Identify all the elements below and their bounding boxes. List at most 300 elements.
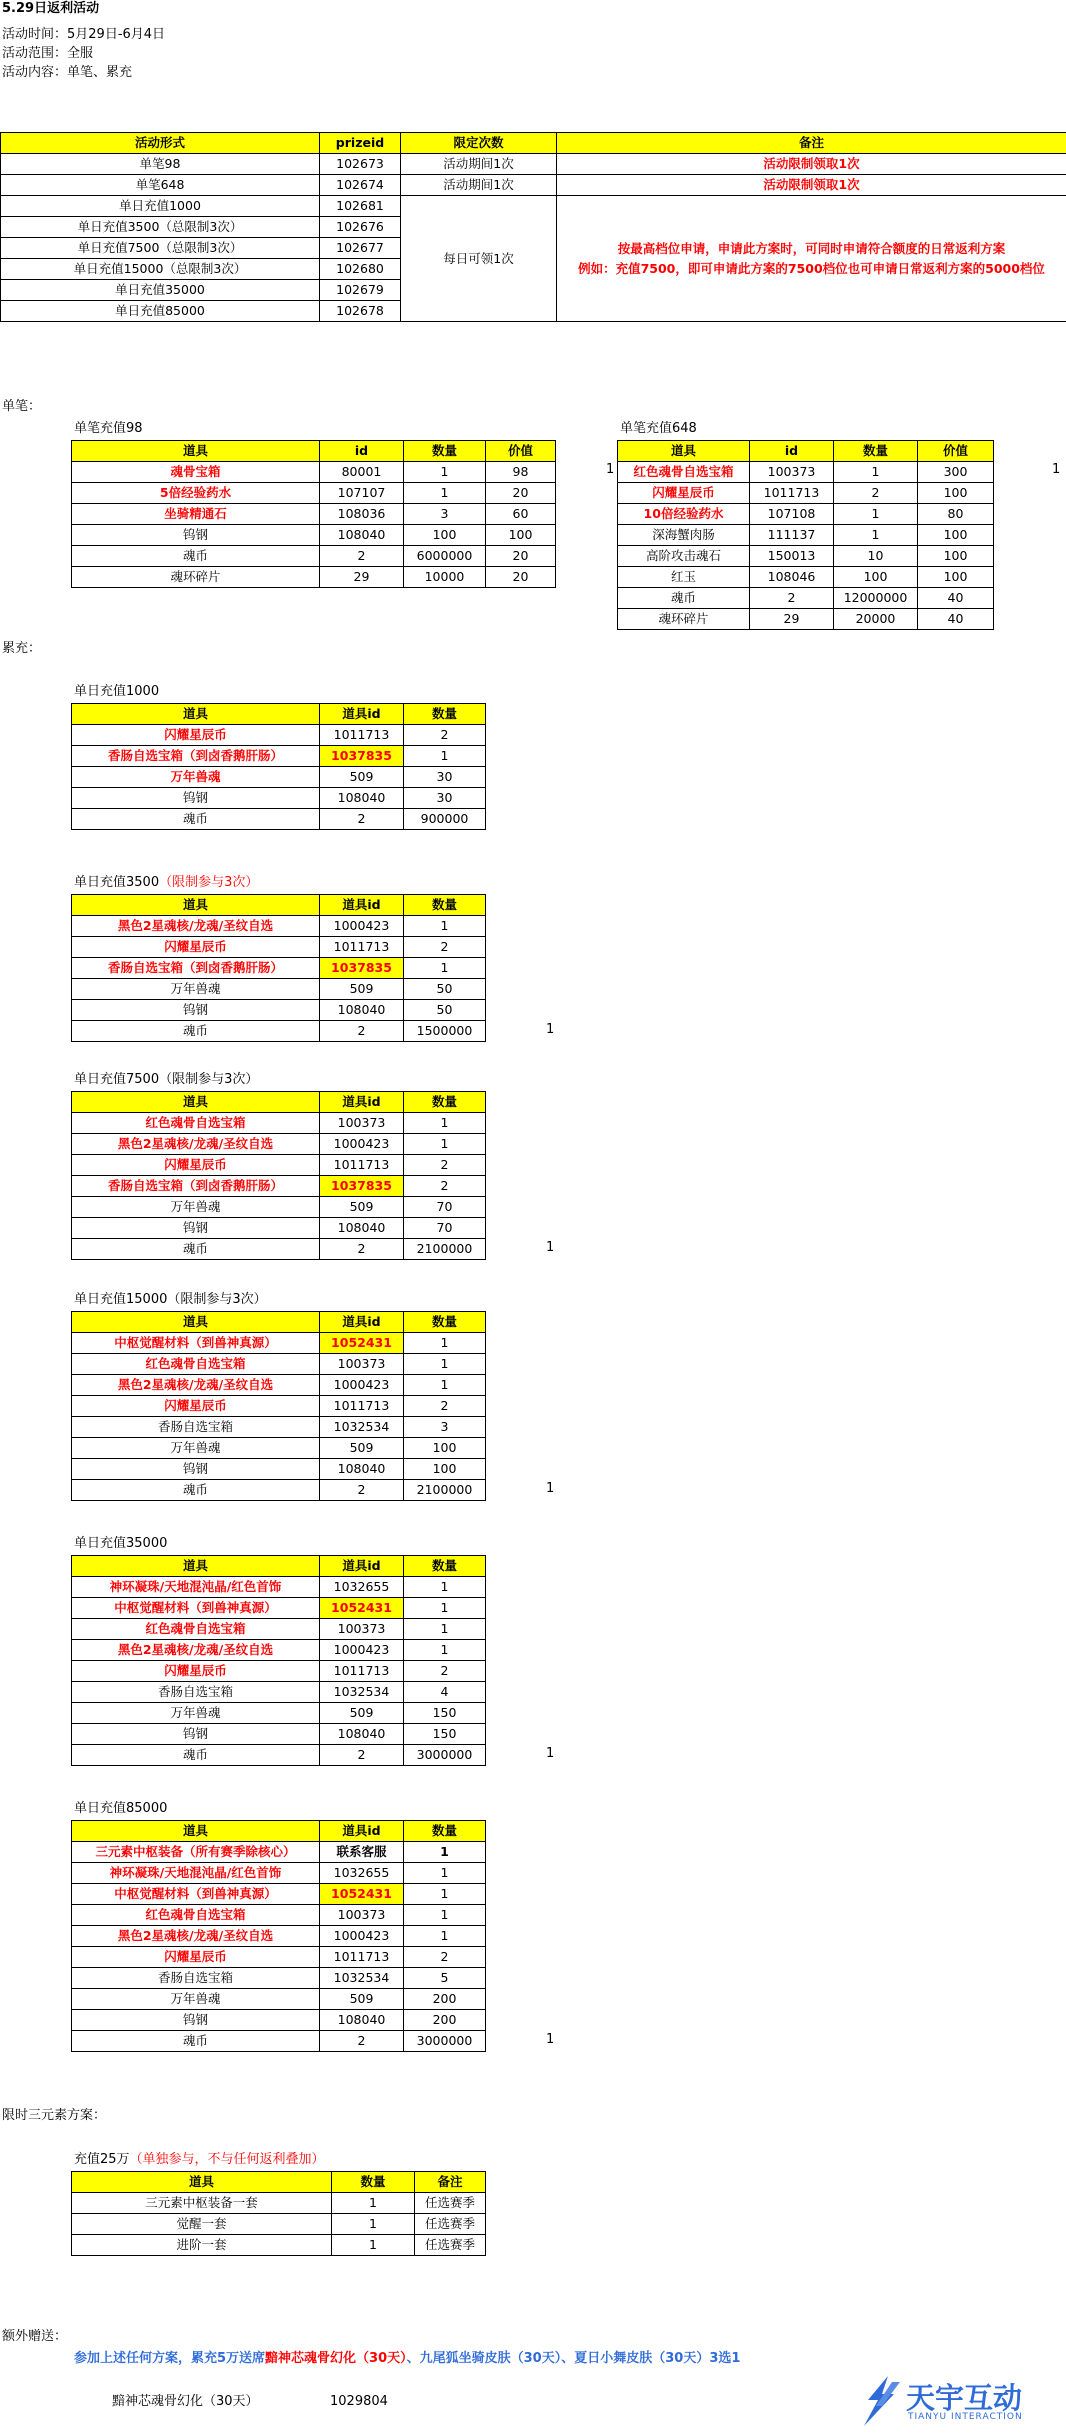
table-cell-qty: 1 xyxy=(332,2214,415,2235)
single648-title: 单笔充值648 xyxy=(620,421,697,436)
table-cell-qty: 100 xyxy=(404,1459,486,1480)
table-header-row xyxy=(72,441,556,462)
table-cell-id: 联系客服 xyxy=(320,1842,404,1863)
tier-title xyxy=(74,1071,258,1089)
table-cell-item: 神环凝珠/天地混沌晶/红色首饰 xyxy=(72,1863,320,1884)
tier-title-note: （限制参与3次） xyxy=(159,875,259,890)
table-cell-id: 2 xyxy=(320,546,404,567)
summary-note-cell: 活动限制领取1次 xyxy=(557,154,1066,175)
table-cell-qty: 3000000 xyxy=(404,2031,486,2052)
table-cell-item: 魂币 xyxy=(72,1021,320,1042)
table-cell-id: 29 xyxy=(320,567,404,588)
table-cell-item: 钨钢 xyxy=(72,1724,320,1745)
table-header-row xyxy=(72,2172,486,2193)
table-cell-val: 300 xyxy=(918,462,994,483)
limited-plan-label: 限时三元素方案： xyxy=(2,2108,107,2123)
table-row xyxy=(618,588,994,609)
table-row xyxy=(72,1926,486,1947)
table-cell-item: 魂币 xyxy=(72,1480,320,1501)
tier-table xyxy=(71,703,486,830)
table-cell-qty: 1 xyxy=(834,462,918,483)
table-row xyxy=(618,483,994,504)
table-cell-qty: 12000000 xyxy=(834,588,918,609)
table-cell-id: 1000423 xyxy=(320,1926,404,1947)
tier-table xyxy=(71,894,486,1042)
table-row xyxy=(72,1989,486,2010)
table-row xyxy=(72,525,556,546)
table-header-cell: 数量 xyxy=(404,1821,486,1842)
table-cell-qty: 1 xyxy=(332,2235,415,2256)
table-cell-qty: 30 xyxy=(404,788,486,809)
table-row xyxy=(72,937,486,958)
tier-title xyxy=(74,1535,167,1553)
summary-prizeid-cell: 102679 xyxy=(320,280,401,301)
table-cell-item: 红玉 xyxy=(618,567,750,588)
table-cell-qty: 1 xyxy=(834,504,918,525)
table-row xyxy=(618,546,994,567)
activity-range: 活动范围：全服 xyxy=(2,46,94,61)
table-cell-id: 1032655 xyxy=(320,1577,404,1598)
table-cell-id: 2 xyxy=(320,1239,404,1260)
table-cell-qty: 2 xyxy=(404,1155,486,1176)
table-cell-id: 2 xyxy=(750,588,834,609)
table-cell-note: 任选赛季 xyxy=(415,2235,486,2256)
table-row xyxy=(72,1176,486,1197)
table-cell-note: 任选赛季 xyxy=(415,2193,486,2214)
table-cell-qty: 1 xyxy=(404,746,486,767)
table-header-cell: 数量 xyxy=(404,895,486,916)
extra-gift-highlight: 黯神芯魂骨幻化（30天） xyxy=(265,2351,407,2366)
summary-form-cell: 单日充值85000 xyxy=(1,301,320,322)
table-header-cell: 道具id xyxy=(320,895,404,916)
table-header-cell: id xyxy=(750,441,834,462)
table-row xyxy=(618,525,994,546)
table-cell-qty: 50 xyxy=(404,1000,486,1021)
table-cell-id: 2 xyxy=(320,1480,404,1501)
table-row xyxy=(72,1661,486,1682)
table-cell-qty: 1 xyxy=(834,525,918,546)
tier-side-mark: 1 xyxy=(546,1746,555,1761)
table-cell-val: 80 xyxy=(918,504,994,525)
table-cell-qty: 2100000 xyxy=(404,1480,486,1501)
activity-content: 活动内容：单笔、累充 xyxy=(2,65,133,80)
summary-limit-cell: 活动期间1次 xyxy=(401,175,557,196)
limited-plan-title xyxy=(74,2151,325,2169)
table-cell-item: 黑色2星魂核/龙魂/圣纹自选 xyxy=(72,1640,320,1661)
table-cell-qty: 70 xyxy=(404,1218,486,1239)
tier-side-mark: 1 xyxy=(546,1481,555,1496)
summary-header-cell: prizeid xyxy=(320,133,401,154)
activity-time: 活动时间：5月29日-6月4日 xyxy=(2,27,166,42)
table-cell-qty: 2 xyxy=(404,937,486,958)
summary-header-cell: 限定次数 xyxy=(401,133,557,154)
table-cell-id: 29 xyxy=(750,609,834,630)
table-row xyxy=(72,1480,486,1501)
summary-merged-note-cell xyxy=(557,196,1066,322)
table-cell-item: 闪耀星辰币 xyxy=(72,1396,320,1417)
limited-plan-title-note: （单独参与，不与任何返利叠加） xyxy=(129,2152,325,2167)
table-row xyxy=(72,1000,486,1021)
extra-gift-text-a: 参加上述任何方案，累充5万送席 xyxy=(74,2351,266,2366)
table-cell-val: 60 xyxy=(486,504,556,525)
table-row xyxy=(72,1682,486,1703)
table-header-cell: 道具id xyxy=(320,1092,404,1113)
table-cell-item: 红色魂骨自选宝箱 xyxy=(618,462,750,483)
table-cell-val: 40 xyxy=(918,588,994,609)
table-cell-qty: 2 xyxy=(404,725,486,746)
summary-table xyxy=(0,132,1066,322)
table-cell-item: 黑色2星魂核/龙魂/圣纹自选 xyxy=(72,1375,320,1396)
summary-form-cell: 单日充值3500（总限制3次） xyxy=(1,217,320,238)
table-cell-item: 神环凝珠/天地混沌晶/红色首饰 xyxy=(72,1577,320,1598)
summary-limit-cell: 活动期间1次 xyxy=(401,154,557,175)
table-cell-qty: 150 xyxy=(404,1703,486,1724)
table-cell-item: 魂骨宝箱 xyxy=(72,462,320,483)
table-cell-item: 钨钢 xyxy=(72,1218,320,1239)
table-cell-id: 108040 xyxy=(320,1459,404,1480)
table-cell-qty: 1 xyxy=(404,1884,486,1905)
table-row xyxy=(72,1333,486,1354)
table-cell-id: 509 xyxy=(320,979,404,1000)
table-cell-id: 108046 xyxy=(750,567,834,588)
table-row xyxy=(72,1113,486,1134)
tier-side-mark: 1 xyxy=(546,1240,555,1255)
table-cell-id: 1000423 xyxy=(320,1640,404,1661)
table-cell-id: 2 xyxy=(320,2031,404,2052)
tier-title-text: 单日充值85000 xyxy=(74,1801,168,1816)
table-cell-item: 魂币 xyxy=(72,1239,320,1260)
table-cell-item: 闪耀星辰币 xyxy=(72,1661,320,1682)
table-row xyxy=(72,2193,486,2214)
table-header-cell: 道具 xyxy=(72,1556,320,1577)
table-row xyxy=(618,504,994,525)
table-cell-id: 1011713 xyxy=(320,1396,404,1417)
table-cell-item: 万年兽魂 xyxy=(72,1989,320,2010)
table-header-cell: 道具id xyxy=(320,704,404,725)
table-cell-item: 魂环碎片 xyxy=(618,609,750,630)
table-cell-val: 20 xyxy=(486,567,556,588)
table-cell-item: 钨钢 xyxy=(72,1459,320,1480)
table-header-row xyxy=(618,441,994,462)
table-row xyxy=(72,1745,486,1766)
tier-title xyxy=(74,1291,267,1309)
summary-note-cell: 活动限制领取1次 xyxy=(557,175,1066,196)
table-row xyxy=(618,609,994,630)
table-cell-val: 100 xyxy=(918,483,994,504)
table-cell-id: 509 xyxy=(320,1197,404,1218)
table-cell-id: 108040 xyxy=(320,1724,404,1745)
table-cell-item: 魂币 xyxy=(72,1745,320,1766)
table-cell-item: 钨钢 xyxy=(72,1000,320,1021)
table-cell-id: 108036 xyxy=(320,504,404,525)
table-header-row xyxy=(72,704,486,725)
table-cell-val: 98 xyxy=(486,462,556,483)
limited-plan-table xyxy=(71,2171,486,2256)
table-cell-id: 1011713 xyxy=(320,937,404,958)
table-cell-qty: 1 xyxy=(404,483,486,504)
table-cell-id: 1000423 xyxy=(320,1375,404,1396)
table-row xyxy=(72,1021,486,1042)
table-header-cell: 备注 xyxy=(415,2172,486,2193)
table-cell-qty: 10 xyxy=(834,546,918,567)
table-cell-id: 1052431 xyxy=(320,1598,404,1619)
table-cell-id: 100373 xyxy=(320,1619,404,1640)
table-cell-item: 红色魂骨自选宝箱 xyxy=(72,1113,320,1134)
table-row xyxy=(72,1968,486,1989)
table-cell-qty: 2 xyxy=(404,1947,486,1968)
table-cell-id: 2 xyxy=(320,809,404,830)
table-row xyxy=(72,1703,486,1724)
table-cell-item: 闪耀星辰币 xyxy=(618,483,750,504)
table-row xyxy=(72,958,486,979)
table-cell-item: 钨钢 xyxy=(72,2010,320,2031)
summary-prizeid-cell: 102680 xyxy=(320,259,401,280)
tier-table xyxy=(71,1555,486,1766)
table-row xyxy=(72,1396,486,1417)
table-cell-id: 100373 xyxy=(320,1905,404,1926)
table-cell-qty: 100 xyxy=(404,525,486,546)
table-row xyxy=(72,1239,486,1260)
table-cell-item: 香肠自选宝箱（到卤香鹅肝肠） xyxy=(72,1176,320,1197)
table-cell-item: 香肠自选宝箱 xyxy=(72,1968,320,1989)
table-row xyxy=(72,1947,486,1968)
table-cell-item: 香肠自选宝箱（到卤香鹅肝肠） xyxy=(72,746,320,767)
table-cell-qty: 200 xyxy=(404,1989,486,2010)
table-cell-qty: 1 xyxy=(404,1113,486,1134)
extra-gift-item-id: 1029804 xyxy=(330,2394,388,2409)
table-row xyxy=(72,1598,486,1619)
table-header-cell: 价值 xyxy=(918,441,994,462)
table-cell-id: 100373 xyxy=(320,1113,404,1134)
table-cell-qty: 1 xyxy=(404,1577,486,1598)
table-row xyxy=(72,1417,486,1438)
table-cell-qty: 1 xyxy=(404,1905,486,1926)
limited-plan-title-text: 充值25万 xyxy=(74,2152,130,2167)
table-cell-id: 1000423 xyxy=(320,1134,404,1155)
table-row xyxy=(72,788,486,809)
table-cell-qty: 4 xyxy=(404,1682,486,1703)
summary-merged-limit-cell: 每日可领1次 xyxy=(401,196,557,322)
tianyu-logo xyxy=(858,2370,1058,2430)
summary-form-cell: 单日充值35000 xyxy=(1,280,320,301)
summary-form-cell: 单日充值1000 xyxy=(1,196,320,217)
table-header-row xyxy=(72,1556,486,1577)
table-cell-qty: 1 xyxy=(404,1598,486,1619)
table-row xyxy=(618,567,994,588)
table-cell-qty: 1 xyxy=(404,462,486,483)
table-header-cell: 数量 xyxy=(404,1556,486,1577)
table-cell-qty: 2100000 xyxy=(404,1239,486,1260)
table-cell-item: 5倍经验药水 xyxy=(72,483,320,504)
tier-title-text: 单日充值15000（限制参与3次） xyxy=(74,1292,267,1307)
table-header-cell: 道具id xyxy=(320,1821,404,1842)
table-header-cell: id xyxy=(320,441,404,462)
table-cell-item: 万年兽魂 xyxy=(72,1438,320,1459)
table-row xyxy=(72,462,556,483)
table-header-cell: 数量 xyxy=(834,441,918,462)
table-row xyxy=(72,1640,486,1661)
table-cell-id: 1011713 xyxy=(320,1947,404,1968)
table-cell-item: 闪耀星辰币 xyxy=(72,937,320,958)
table-cell-qty: 3 xyxy=(404,504,486,525)
table-cell-item: 万年兽魂 xyxy=(72,1197,320,1218)
table-cell-qty: 2 xyxy=(404,1396,486,1417)
tier-side-mark: 1 xyxy=(546,2032,555,2047)
table-cell-item: 万年兽魂 xyxy=(72,1703,320,1724)
table-cell-qty: 1 xyxy=(332,2193,415,2214)
table-header-cell: 道具 xyxy=(72,441,320,462)
table-cell-qty: 1 xyxy=(404,1375,486,1396)
single98-side-mark: 1 xyxy=(606,462,615,477)
table-header-cell: 道具 xyxy=(72,1312,320,1333)
tier-title-text: 单日充值1000 xyxy=(74,684,160,699)
tianyu-logo-sub: TIANYU INTERACTION xyxy=(908,2412,1023,2422)
table-row xyxy=(72,1863,486,1884)
table-row xyxy=(72,1724,486,1745)
table-cell-qty: 100 xyxy=(404,1438,486,1459)
table-header-row xyxy=(72,1092,486,1113)
single-section-label: 单笔： xyxy=(2,399,42,414)
tier-title xyxy=(74,1800,167,1818)
table-header-cell: 道具id xyxy=(320,1556,404,1577)
summary-row xyxy=(1,154,1066,175)
table-cell-qty: 150 xyxy=(404,1724,486,1745)
table-row xyxy=(72,504,556,525)
summary-prizeid-cell: 102674 xyxy=(320,175,401,196)
table-cell-item: 钨钢 xyxy=(72,788,320,809)
table-row xyxy=(72,546,556,567)
table-cell-item: 三元素中枢装备（所有赛季除核心） xyxy=(72,1842,320,1863)
table-cell-qty: 5 xyxy=(404,1968,486,1989)
table-row xyxy=(72,1218,486,1239)
table-cell-item: 三元素中枢装备一套 xyxy=(72,2193,332,2214)
summary-prizeid-cell: 102676 xyxy=(320,217,401,238)
table-cell-val: 20 xyxy=(486,483,556,504)
table-cell-qty: 6000000 xyxy=(404,546,486,567)
table-cell-id: 1032534 xyxy=(320,1968,404,1989)
summary-prizeid-cell: 102673 xyxy=(320,154,401,175)
table-cell-item: 魂币 xyxy=(72,546,320,567)
table-cell-id: 1032655 xyxy=(320,1863,404,1884)
summary-row xyxy=(1,196,1066,217)
tier-title xyxy=(74,683,159,701)
table-row xyxy=(72,809,486,830)
table-cell-qty: 2 xyxy=(404,1176,486,1197)
table-cell-qty: 10000 xyxy=(404,567,486,588)
page-title: 5.29日返利活动 xyxy=(2,1,100,16)
table-header-cell: 数量 xyxy=(332,2172,415,2193)
table-cell-item: 高阶攻击魂石 xyxy=(618,546,750,567)
table-row xyxy=(72,767,486,788)
table-cell-item: 香肠自选宝箱 xyxy=(72,1417,320,1438)
table-row xyxy=(72,1354,486,1375)
table-cell-id: 108040 xyxy=(320,788,404,809)
table-row xyxy=(72,1619,486,1640)
table-header-cell: 数量 xyxy=(404,1092,486,1113)
summary-merged-note-line: 按最高档位申请，申请此方案时，可同时申请符合额度的日常返利方案 xyxy=(617,240,1006,256)
table-header-row xyxy=(72,895,486,916)
table-cell-id: 2 xyxy=(320,1745,404,1766)
table-cell-val: 20 xyxy=(486,546,556,567)
table-cell-qty: 200 xyxy=(404,2010,486,2031)
cumulative-section-label: 累充： xyxy=(2,641,42,656)
summary-row xyxy=(1,175,1066,196)
table-cell-val: 40 xyxy=(918,609,994,630)
table-cell-qty: 1500000 xyxy=(404,1021,486,1042)
table-cell-id: 509 xyxy=(320,1438,404,1459)
table-cell-qty: 1 xyxy=(404,958,486,979)
table-cell-item: 香肠自选宝箱（到卤香鹅肝肠） xyxy=(72,958,320,979)
table-row xyxy=(72,916,486,937)
table-cell-val: 100 xyxy=(918,546,994,567)
table-cell-item: 万年兽魂 xyxy=(72,979,320,1000)
table-cell-id: 108040 xyxy=(320,1218,404,1239)
table-header-row xyxy=(72,1312,486,1333)
table-header-cell: 价值 xyxy=(486,441,556,462)
table-cell-item: 深海蟹肉肠 xyxy=(618,525,750,546)
table-cell-qty: 1 xyxy=(404,1333,486,1354)
table-cell-note: 任选赛季 xyxy=(415,2214,486,2235)
extra-gift-item: 黯神芯魂骨幻化（30天） xyxy=(112,2394,259,2409)
table-cell-qty: 1 xyxy=(404,1134,486,1155)
table-cell-item: 中枢觉醒材料（到兽神真源） xyxy=(72,1333,320,1354)
extra-gift-text-c: 、九尾狐坐骑皮肤（30天）、夏日小舞皮肤（30天）3选1 xyxy=(406,2351,741,2366)
single648-side-mark: 1 xyxy=(1052,462,1061,477)
table-header-cell: 道具 xyxy=(72,1092,320,1113)
table-cell-item: 红色魂骨自选宝箱 xyxy=(72,1619,320,1640)
table-cell-qty: 50 xyxy=(404,979,486,1000)
extra-gift-text xyxy=(74,2350,740,2368)
table-cell-qty: 1 xyxy=(404,1354,486,1375)
table-header-cell: 数量 xyxy=(404,704,486,725)
summary-form-cell: 单日充值7500（总限制3次） xyxy=(1,238,320,259)
table-row xyxy=(72,1134,486,1155)
table-header-cell: 道具id xyxy=(320,1312,404,1333)
table-cell-id: 1011713 xyxy=(750,483,834,504)
table-cell-item: 闪耀星辰币 xyxy=(72,1155,320,1176)
table-cell-qty: 100 xyxy=(834,567,918,588)
table-cell-qty: 30 xyxy=(404,767,486,788)
table-cell-id: 108040 xyxy=(320,1000,404,1021)
table-cell-item: 黑色2星魂核/龙魂/圣纹自选 xyxy=(72,916,320,937)
table-cell-qty: 1 xyxy=(404,916,486,937)
summary-header-row xyxy=(1,133,1066,154)
single98-title: 单笔充值98 xyxy=(74,421,143,436)
table-cell-qty: 1 xyxy=(404,1640,486,1661)
single648-table xyxy=(617,440,994,630)
table-cell-id: 108040 xyxy=(320,525,404,546)
table-cell-item: 魂币 xyxy=(618,588,750,609)
table-cell-id: 80001 xyxy=(320,462,404,483)
summary-header-cell: 备注 xyxy=(557,133,1066,154)
table-cell-id: 107107 xyxy=(320,483,404,504)
table-row xyxy=(72,725,486,746)
single98-table xyxy=(71,440,556,588)
tier-title-text: 单日充值7500（限制参与3次） xyxy=(74,1072,259,1087)
tier-title xyxy=(74,874,258,892)
table-row xyxy=(72,2235,486,2256)
table-cell-id: 1037835 xyxy=(320,746,404,767)
table-row xyxy=(72,1197,486,1218)
table-cell-id: 1052431 xyxy=(320,1333,404,1354)
summary-prizeid-cell: 102678 xyxy=(320,301,401,322)
table-header-row xyxy=(72,1821,486,1842)
tier-table xyxy=(71,1311,486,1501)
table-cell-id: 1037835 xyxy=(320,1176,404,1197)
tier-table xyxy=(71,1820,486,2052)
summary-header-cell: 活动形式 xyxy=(1,133,320,154)
table-cell-id: 1032534 xyxy=(320,1417,404,1438)
